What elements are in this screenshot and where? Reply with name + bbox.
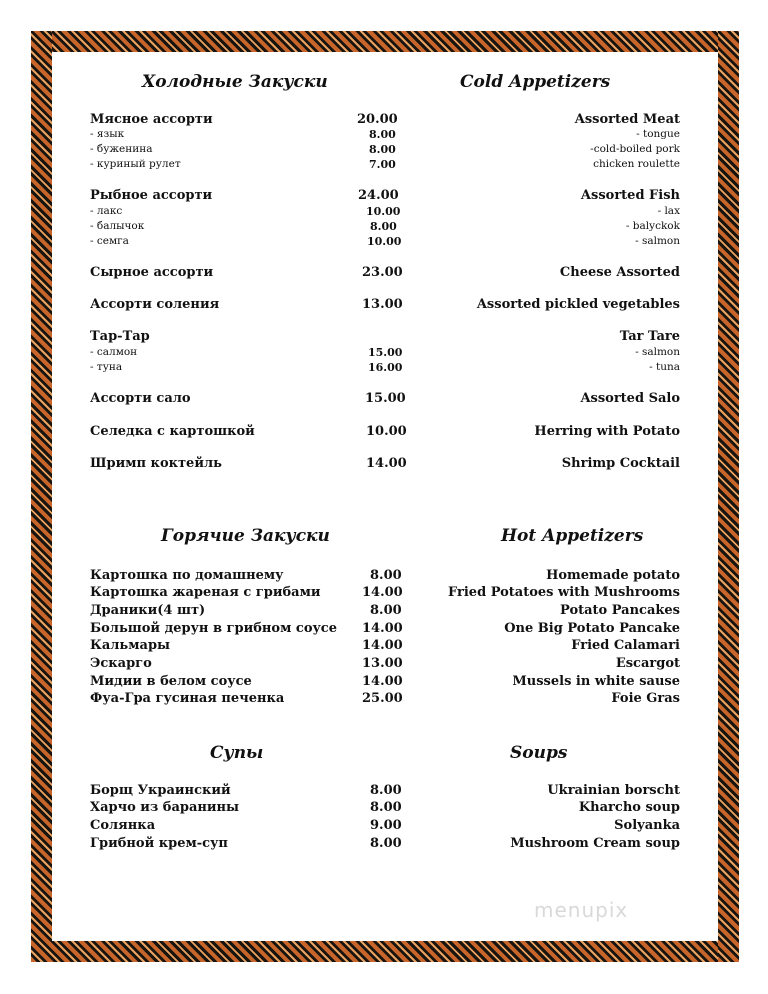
menu-item-price-hot-0: 8.00	[370, 568, 402, 583]
menu-item-price-cold-1: 24.00	[358, 188, 399, 203]
sub-item-en-cold-4-0: - salmon	[635, 346, 680, 358]
decorative-border-top	[31, 31, 739, 52]
sub-item-en-cold-1-2: - salmon	[635, 235, 680, 247]
sub-item-ru-cold-1-1: - балычок	[90, 220, 145, 232]
menu-item-ru-cold-1: Рыбное ассорти	[90, 188, 213, 203]
sub-item-en-cold-0-1: -cold-boiled pork	[590, 143, 680, 155]
menu-item-en-cold-6: Herring with Potato	[534, 424, 680, 439]
menu-item-en-hot-0: Homemade potato	[546, 568, 680, 583]
menu-item-ru-hot-7: Фуа-Гра гусиная печенка	[90, 691, 285, 706]
decorative-border-right	[718, 31, 739, 962]
sub-item-price-cold-1-1: 8.00	[370, 220, 397, 233]
menu-item-ru-hot-4: Кальмары	[90, 638, 171, 653]
menu-item-price-cold-3: 13.00	[362, 297, 403, 312]
menu-item-price-soup-2: 9.00	[370, 818, 402, 833]
menu-item-en-cold-0: Assorted Meat	[574, 112, 680, 127]
menu-item-en-cold-4: Tar Tare	[619, 329, 680, 344]
menu-item-price-hot-7: 25.00	[362, 691, 403, 706]
menu-item-price-hot-6: 14.00	[362, 674, 403, 689]
menu-item-price-cold-6: 10.00	[366, 424, 407, 439]
sub-item-en-cold-1-0: - lax	[657, 205, 680, 217]
menu-item-ru-hot-1: Картошка жареная с грибами	[90, 585, 321, 600]
menu-item-en-cold-2: Cheese Assorted	[559, 265, 680, 280]
menu-item-en-hot-7: Foie Gras	[611, 691, 680, 706]
menu-item-ru-cold-5: Ассорти сало	[90, 391, 191, 406]
sub-item-en-cold-4-1: - tuna	[649, 361, 680, 373]
menu-item-en-soup-2: Solyanka	[614, 818, 680, 833]
section-heading-soups-ru: Супы	[210, 743, 264, 763]
sub-item-price-cold-1-2: 10.00	[367, 235, 402, 248]
sub-item-ru-cold-0-1: - буженина	[90, 143, 153, 155]
menu-item-en-hot-5: Escargot	[615, 656, 680, 671]
menu-item-price-hot-1: 14.00	[362, 585, 403, 600]
menu-item-ru-hot-0: Картошка по домашнему	[90, 568, 284, 583]
menu-item-en-cold-3: Assorted pickled vegetables	[476, 297, 680, 312]
sub-item-price-cold-1-0: 10.00	[366, 205, 401, 218]
sub-item-ru-cold-0-2: - куриный рулет	[90, 158, 181, 170]
menu-item-ru-cold-6: Селедка с картошкой	[90, 424, 255, 439]
menu-item-price-cold-7: 14.00	[366, 456, 407, 471]
menu-item-en-hot-3: One Big Potato Pancake	[504, 621, 680, 636]
menu-item-price-soup-1: 8.00	[370, 800, 402, 815]
menu-item-en-hot-2: Potato Pancakes	[560, 603, 680, 618]
menu-item-price-hot-3: 14.00	[362, 621, 403, 636]
menu-item-en-cold-1: Assorted Fish	[580, 188, 680, 203]
sub-item-en-cold-0-0: - tongue	[636, 128, 680, 140]
menu-item-en-hot-6: Mussels in white sause	[512, 674, 680, 689]
menu-item-ru-hot-2: Драники(4 шт)	[90, 603, 206, 618]
section-heading-hot-ru: Горячие Закуски	[161, 526, 330, 546]
section-heading-soups-en: Soups	[510, 743, 568, 763]
menu-item-ru-cold-3: Ассорти соления	[90, 297, 220, 312]
sub-item-price-cold-4-0: 15.00	[368, 346, 403, 359]
menu-item-en-hot-1: Fried Potatoes with Mushrooms	[448, 585, 680, 600]
section-heading-cold-en: Cold Appetizers	[460, 72, 611, 92]
decorative-border-left	[31, 31, 52, 962]
sub-item-price-cold-4-1: 16.00	[368, 361, 403, 374]
menu-item-price-hot-4: 14.00	[362, 638, 403, 653]
sub-item-ru-cold-1-2: - семга	[90, 235, 129, 247]
menu-item-ru-hot-5: Эскарго	[90, 656, 152, 671]
sub-item-en-cold-0-2: chicken roulette	[593, 158, 680, 170]
menu-item-ru-cold-4: Тар-Тар	[90, 329, 150, 344]
watermark-logo: menupix	[534, 898, 629, 922]
section-heading-hot-en: Hot Appetizers	[501, 526, 644, 546]
menu-item-ru-cold-2: Сырное ассорти	[90, 265, 214, 280]
sub-item-price-cold-0-0: 8.00	[369, 128, 396, 141]
menu-item-price-soup-3: 8.00	[370, 836, 402, 851]
sub-item-ru-cold-0-0: - язык	[90, 128, 125, 140]
menu-item-ru-hot-6: Мидии в белом соусе	[90, 674, 252, 689]
menu-item-price-hot-2: 8.00	[370, 603, 402, 618]
sub-item-price-cold-0-1: 8.00	[369, 143, 396, 156]
menu-item-ru-soup-1: Харчо из баранины	[90, 800, 240, 815]
menu-item-en-hot-4: Fried Calamari	[571, 638, 680, 653]
menu-item-price-hot-5: 13.00	[362, 656, 403, 671]
decorative-border-bottom	[31, 941, 739, 962]
section-heading-cold-ru: Холодные Закуски	[142, 72, 328, 92]
menu-item-ru-soup-3: Грибной крем-суп	[90, 836, 228, 851]
sub-item-ru-cold-4-1: - туна	[90, 361, 123, 373]
menu-item-price-cold-0: 20.00	[357, 112, 398, 127]
menu-item-en-soup-0: Ukrainian borscht	[547, 783, 680, 798]
menu-item-price-soup-0: 8.00	[370, 783, 402, 798]
menu-item-en-soup-3: Mushroom Cream soup	[510, 836, 680, 851]
menu-item-ru-cold-7: Шримп коктейль	[90, 456, 222, 471]
sub-item-ru-cold-4-0: - салмон	[90, 346, 138, 358]
menu-item-en-soup-1: Kharcho soup	[578, 800, 680, 815]
menu-item-ru-soup-2: Солянка	[90, 818, 156, 833]
sub-item-en-cold-1-1: - balyckok	[625, 220, 680, 232]
menu-item-price-cold-5: 15.00	[365, 391, 406, 406]
menu-item-en-cold-7: Shrimp Cocktail	[561, 456, 680, 471]
sub-item-price-cold-0-2: 7.00	[369, 158, 396, 171]
menu-item-ru-soup-0: Борщ Украинский	[90, 783, 231, 798]
menu-item-price-cold-2: 23.00	[362, 265, 403, 280]
menu-item-ru-cold-0: Мясное ассорти	[90, 112, 213, 127]
menu-item-en-cold-5: Assorted Salo	[580, 391, 680, 406]
menu-item-ru-hot-3: Большой дерун в грибном соусе	[90, 621, 337, 636]
sub-item-ru-cold-1-0: - лакс	[90, 205, 123, 217]
